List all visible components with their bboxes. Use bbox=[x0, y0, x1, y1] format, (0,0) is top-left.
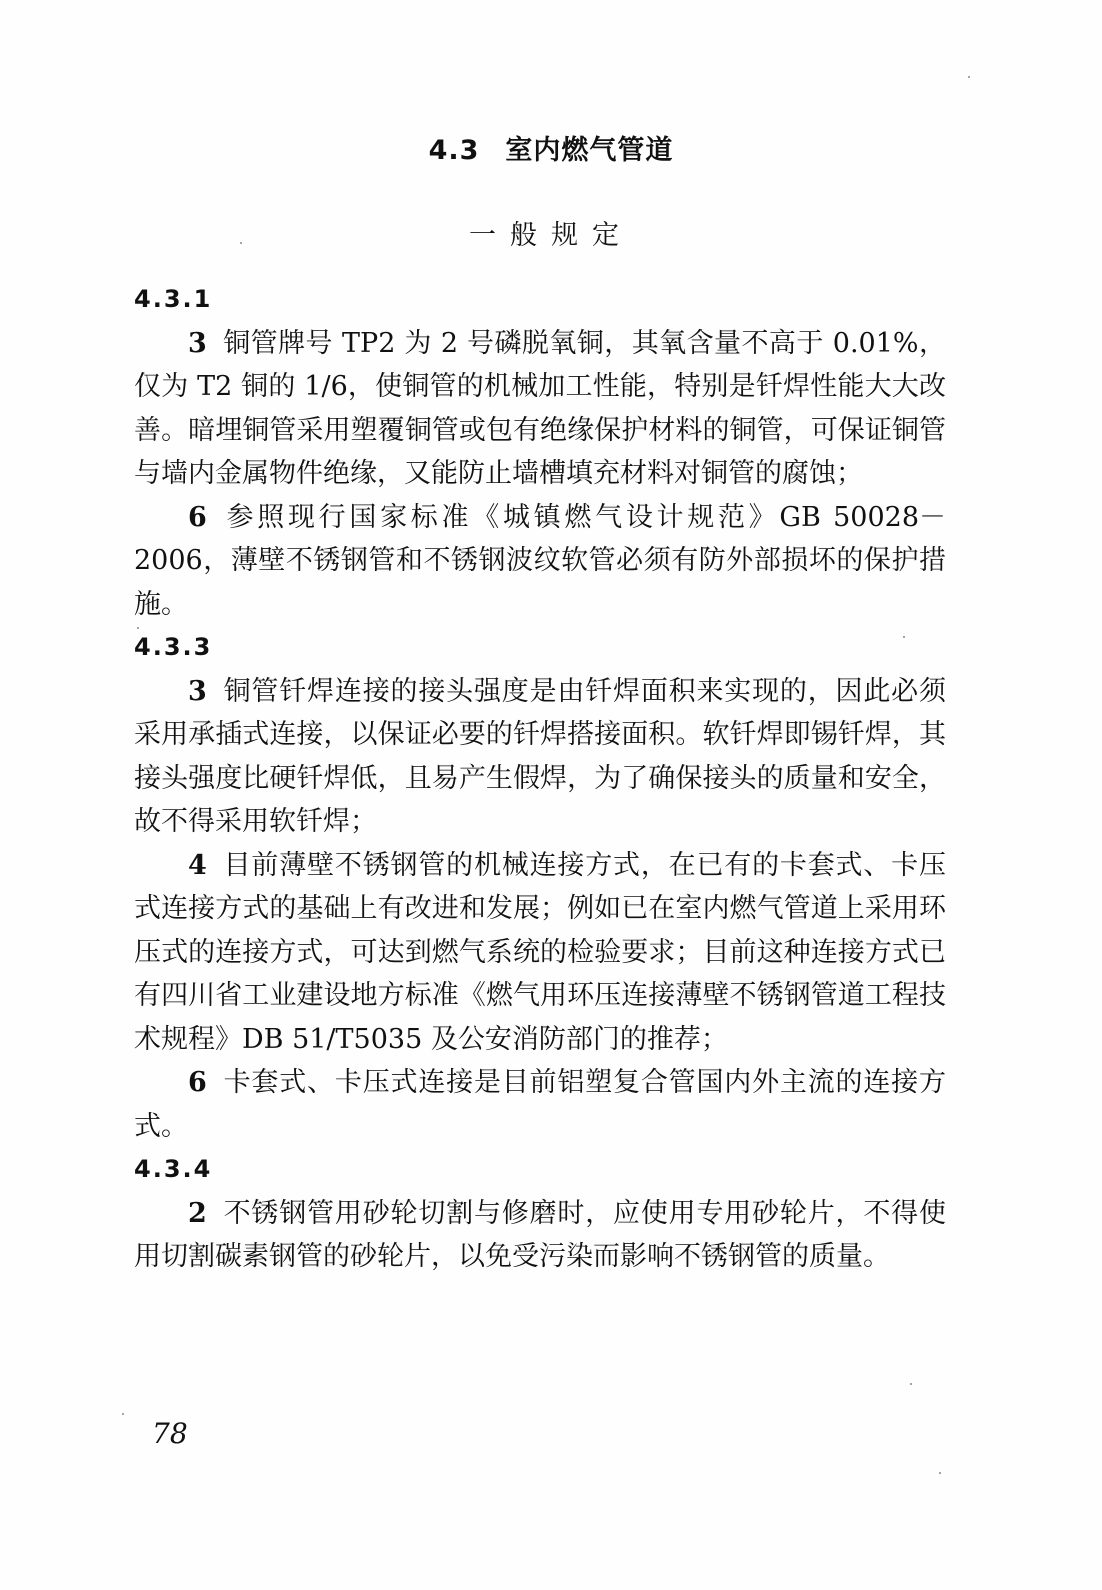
scan-speck bbox=[137, 627, 139, 629]
item-number: 6 bbox=[188, 1067, 207, 1098]
clause-paragraph bbox=[134, 670, 946, 844]
clause-number: 4.3.4 bbox=[134, 1155, 213, 1183]
paragraph-text: 不锈钢管用砂轮切割与修磨时，应使用专用砂轮片，不得使用切割碳素钢管的砂轮片，以免受污染而影响不锈钢管的质量。 bbox=[134, 1197, 946, 1272]
paragraph-text: 铜管钎焊连接的接头强度是由钎焊面积来实现的，因此必须采用承插式连接，以保证必要的钎焊搭接面积。软钎焊即锡钎焊，其接头强度比硬钎焊低，且易产生假焊，为了确保接头的质量和安全，故不得采用软钎焊； bbox=[134, 675, 946, 837]
paragraph-text: 目前薄壁不锈钢管的机械连接方式，在已有的卡套式、卡压式连接方式的基础上有改进和发展；例如已在室内燃气管道上采用环压式的连接方式，可达到燃气系统的检验要求；目前这种连接方式已有四川省工业建设地方标准《燃气用环压连接薄壁不锈钢管道工程技术规程》DB 51/T5035 及公安消防部门的推荐； bbox=[134, 849, 946, 1055]
scan-speck bbox=[968, 76, 970, 78]
clause-paragraph bbox=[134, 844, 946, 1062]
paragraph-text: 参照现行国家标准《城镇燃气设计规范》GB 50028－2006，薄壁不锈钢管和不锈钢波纹软管必须有防外部损坏的保护措施。 bbox=[134, 501, 946, 620]
clause-paragraph bbox=[134, 1061, 946, 1148]
clause-number: 4.3.1 bbox=[134, 285, 213, 313]
scan-speck bbox=[240, 242, 242, 244]
clause-number: 4.3.3 bbox=[134, 633, 213, 661]
item-number: 2 bbox=[188, 1197, 207, 1229]
section-number: 4.3 bbox=[428, 135, 480, 166]
paragraph-text: 铜管牌号 TP2 为 2 号磷脱氧铜，其氧含量不高于 0.01%，仅为 T2 铜的 1/6，使铜管的机械加工性能，特别是钎焊性能大大改善。暗埋铜管采用塑覆铜管或包有绝缘保护材料的铜管，可保证铜管与墙内金属物件绝缘，又能防止墙槽填充材料对铜管的腐蚀； bbox=[134, 327, 946, 489]
item-number: 6 bbox=[188, 501, 207, 533]
clause-paragraph bbox=[134, 496, 946, 627]
body-text bbox=[134, 278, 946, 1279]
page-number: 78 bbox=[152, 1417, 188, 1450]
paragraph-text: 卡套式、卡压式连接是目前铝塑复合管国内外主流的连接方式。 bbox=[134, 1067, 946, 1142]
section-heading bbox=[0, 128, 1102, 167]
clause-paragraph bbox=[134, 1192, 946, 1279]
subsection-heading: 一般规定 bbox=[469, 220, 633, 251]
item-number: 3 bbox=[188, 675, 207, 707]
scan-speck bbox=[939, 1472, 941, 1474]
scan-speck bbox=[910, 1383, 912, 1385]
clause-paragraph bbox=[134, 322, 946, 496]
scan-speck bbox=[903, 636, 905, 638]
item-number: 4 bbox=[188, 849, 207, 881]
scan-speck bbox=[122, 1413, 124, 1415]
section-title: 室内燃气管道 bbox=[505, 135, 674, 166]
item-number: 3 bbox=[188, 327, 207, 359]
